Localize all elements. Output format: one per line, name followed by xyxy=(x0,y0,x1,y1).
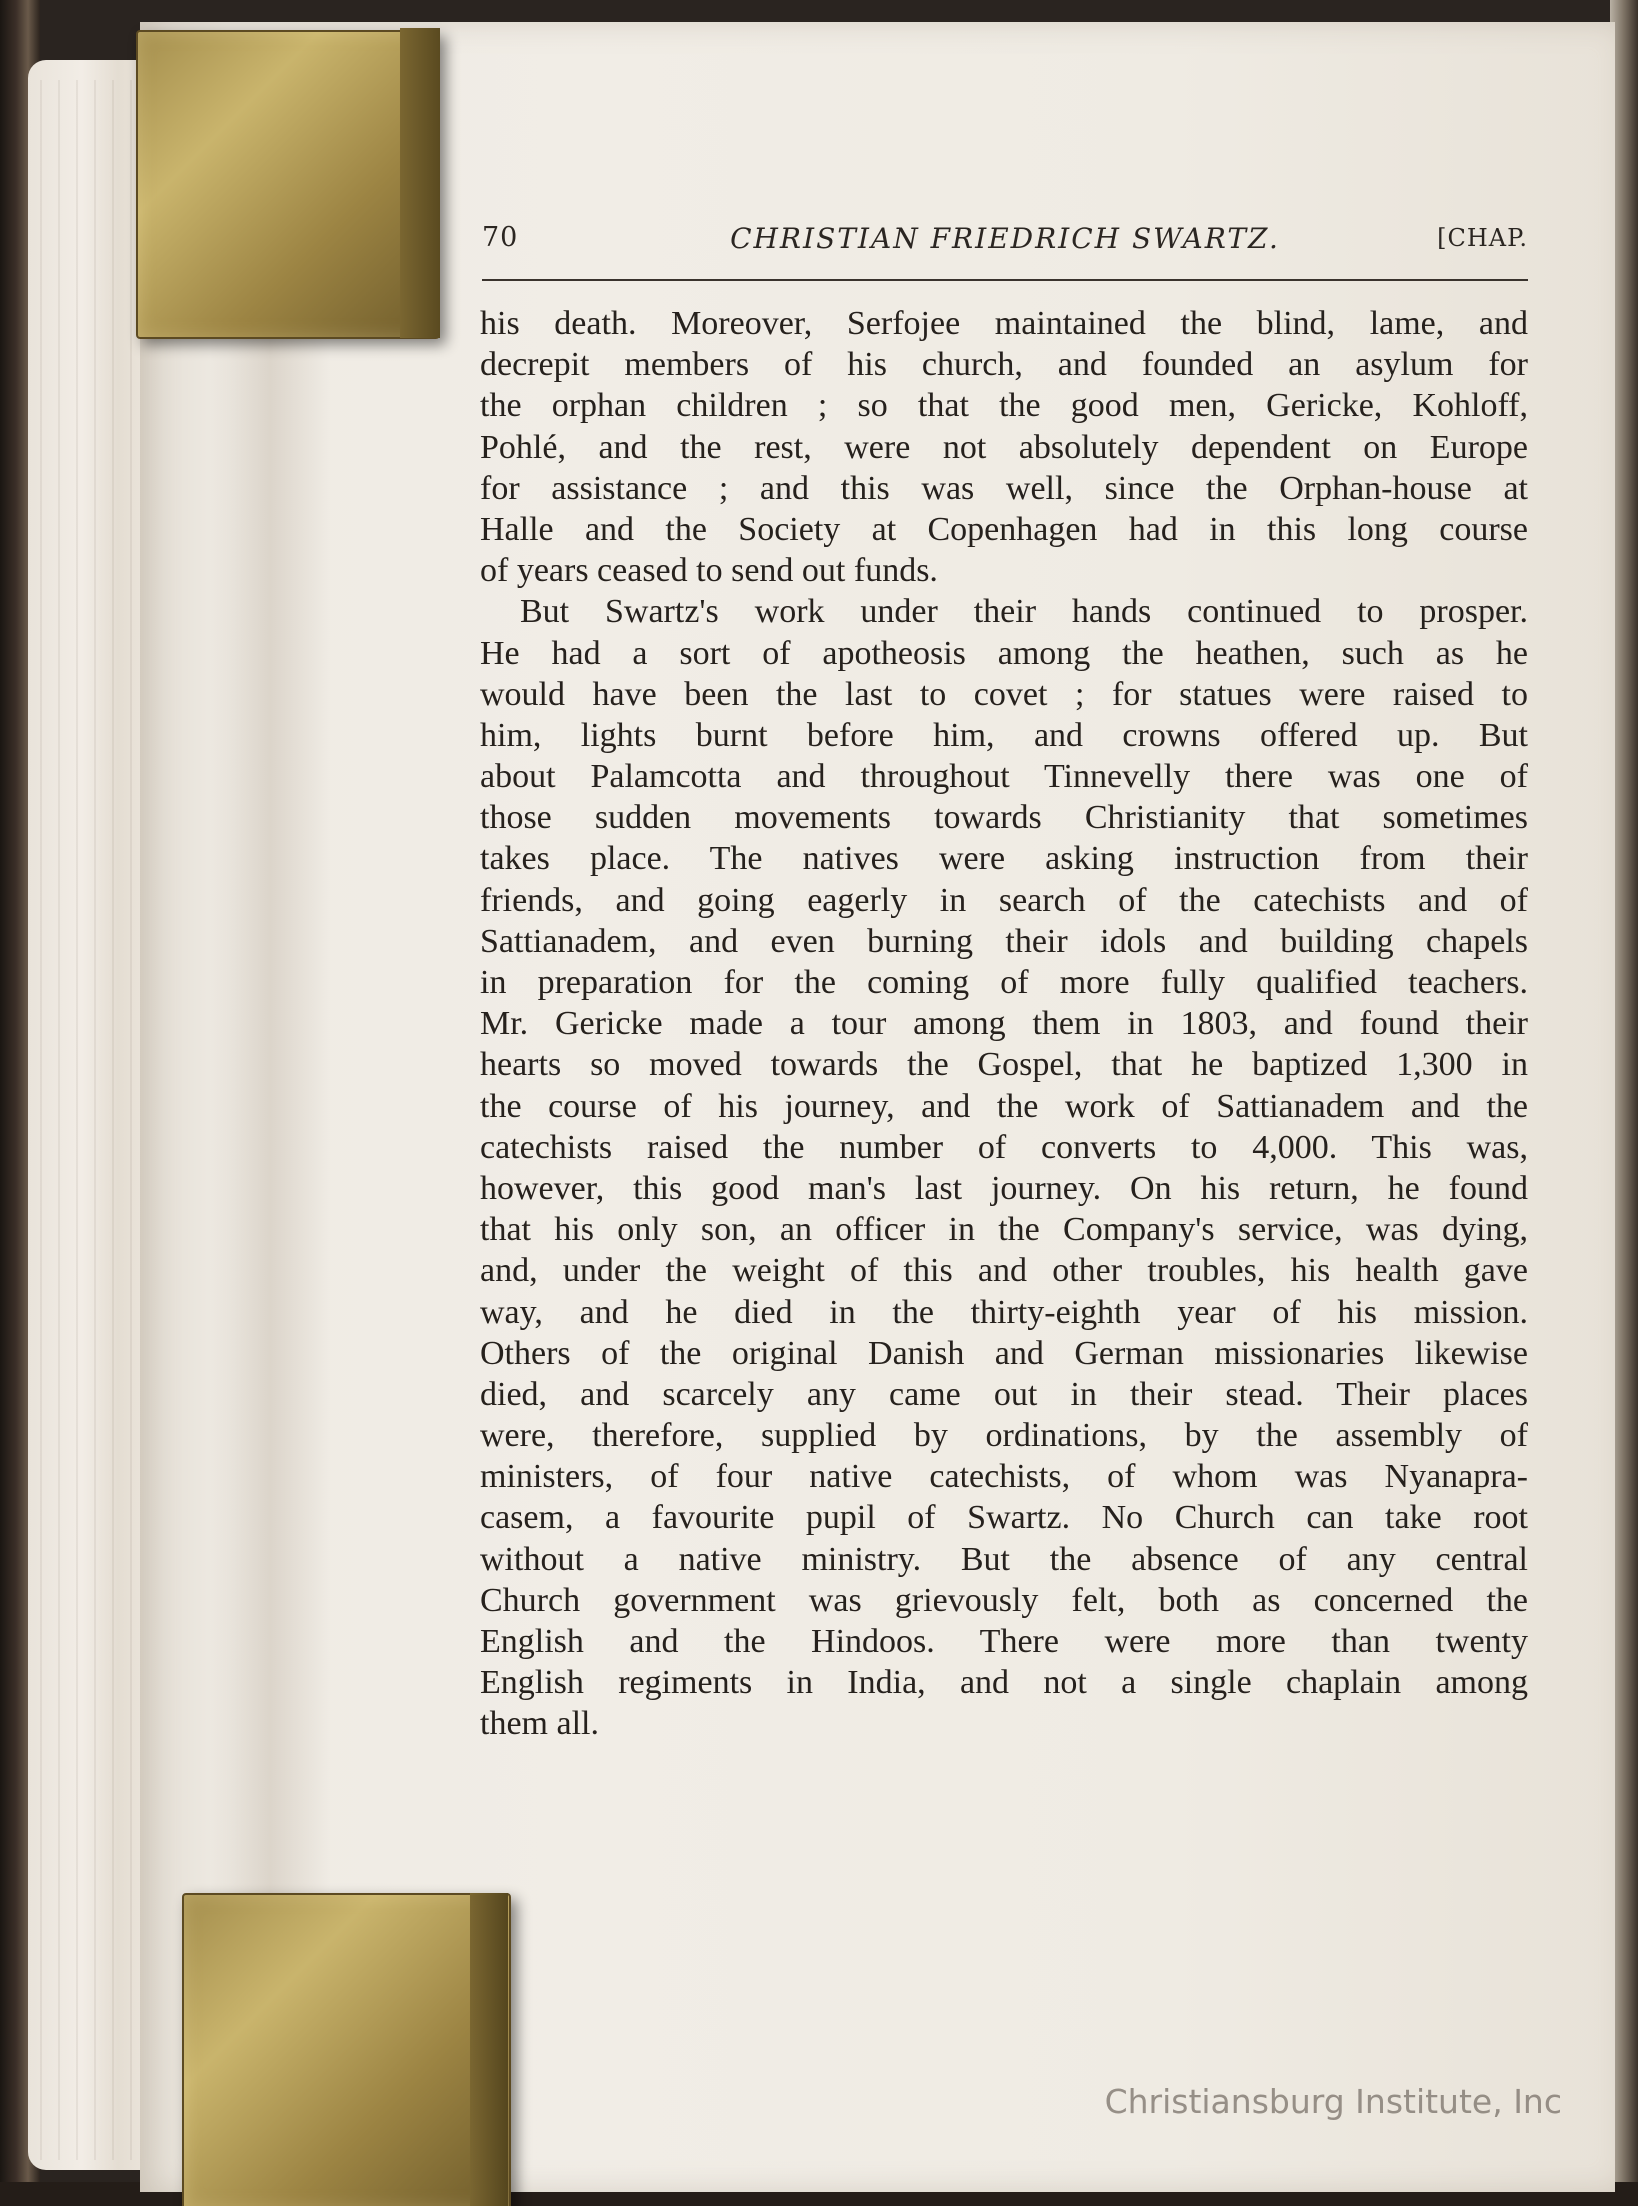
text-line: were, therefore, supplied by ordinations, by the assembly of xyxy=(480,1417,1528,1455)
text-line: He had a sort of apotheosis among the heathen, such as he xyxy=(480,634,1528,672)
text-line: his death. Moreover, Serfojee maintained the blind, lame, and xyxy=(480,305,1528,342)
gutter-shadow xyxy=(210,30,330,2180)
text-line: him, lights burnt before him, and crowns offered up. But xyxy=(480,716,1528,754)
body-text xyxy=(480,303,1528,1745)
text-line: the orphan children ; so that the good men, Gericke, Kohloff, xyxy=(480,387,1528,425)
text-line: without a native ministry. But the absence of any central xyxy=(480,1540,1528,1578)
text-line: Pohlé, and the rest, were not absolutely dependent on Europe xyxy=(480,428,1528,466)
text-line: Church government was grievously felt, both as concerned the xyxy=(480,1581,1528,1619)
text-line: and, under the weight of this and other troubles, his health gave xyxy=(480,1252,1528,1290)
header-rule xyxy=(482,279,1528,281)
text-line: Mr. Gericke made a tour among them in 1803, and found their xyxy=(480,1005,1528,1043)
text-line: them all. xyxy=(480,1705,599,1743)
text-line: catechists raised the number of converts to 4,000. This was, xyxy=(480,1128,1528,1166)
brass-clasp-bottom xyxy=(182,1893,511,2206)
text-line: Sattianadem, and even burning their idols and building chapels xyxy=(480,922,1528,960)
text-line: that his only son, an officer in the Company's service, was dying, xyxy=(480,1211,1528,1249)
text-line: But Swartz's work under their hands continued to prosper. xyxy=(520,593,1528,631)
running-title: CHRISTIAN FRIEDRICH SWARTZ. xyxy=(730,222,1280,255)
text-line: way, and he died in the thirty-eighth year of his mission. xyxy=(480,1293,1528,1331)
text-line: about Palamcotta and throughout Tinnevelly there was one of xyxy=(480,758,1528,796)
text-line: of years ceased to send out funds. xyxy=(480,552,938,590)
text-line: decrepit members of his church, and founded an asylum for xyxy=(480,346,1528,384)
text-line: takes place. The natives were asking instruction from their xyxy=(480,840,1528,878)
text-line: English regiments in India, and not a single chaplain among xyxy=(480,1664,1528,1702)
text-line: would have been the last to covet ; for statues were raised to xyxy=(480,675,1528,713)
page-number: 70 xyxy=(482,222,519,253)
text-line: in preparation for the coming of more fully qualified teachers. xyxy=(480,964,1528,1001)
text-line: Others of the original Danish and German missionaries likewise xyxy=(480,1334,1528,1372)
running-header xyxy=(482,222,1528,268)
brass-clasp-top xyxy=(136,30,440,339)
text-line: however, this good man's last journey. On his return, he found xyxy=(480,1169,1528,1207)
text-line: died, and scarcely any came out in their stead. Their places xyxy=(480,1375,1528,1413)
text-line: casem, a favourite pupil of Swartz. No Church can take root xyxy=(480,1499,1528,1537)
text-line: hearts so moved towards the Gospel, that he baptized 1,300 in xyxy=(480,1046,1528,1084)
text-line: English and the Hindoos. There were more than twenty xyxy=(480,1623,1528,1660)
text-line: ministers, of four native catechists, of whom was Nyanapra- xyxy=(480,1458,1528,1496)
text-line: the course of his journey, and the work of Sattianadem and the xyxy=(480,1087,1528,1125)
text-line: friends, and going eagerly in search of the catechists and of xyxy=(480,881,1528,919)
watermark: Christiansburg Institute, Inc xyxy=(1104,2082,1562,2121)
text-line: for assistance ; and this was well, since the Orphan-house at xyxy=(480,469,1528,507)
text-line: those sudden movements towards Christianity that sometimes xyxy=(480,799,1528,837)
brass-clasp-top-side xyxy=(400,28,440,338)
text-line: Halle and the Society at Copenhagen had in this long course xyxy=(480,510,1528,548)
brass-clasp-bottom-side xyxy=(470,1893,508,2206)
chapter-mark: [CHAP. xyxy=(1437,224,1528,252)
